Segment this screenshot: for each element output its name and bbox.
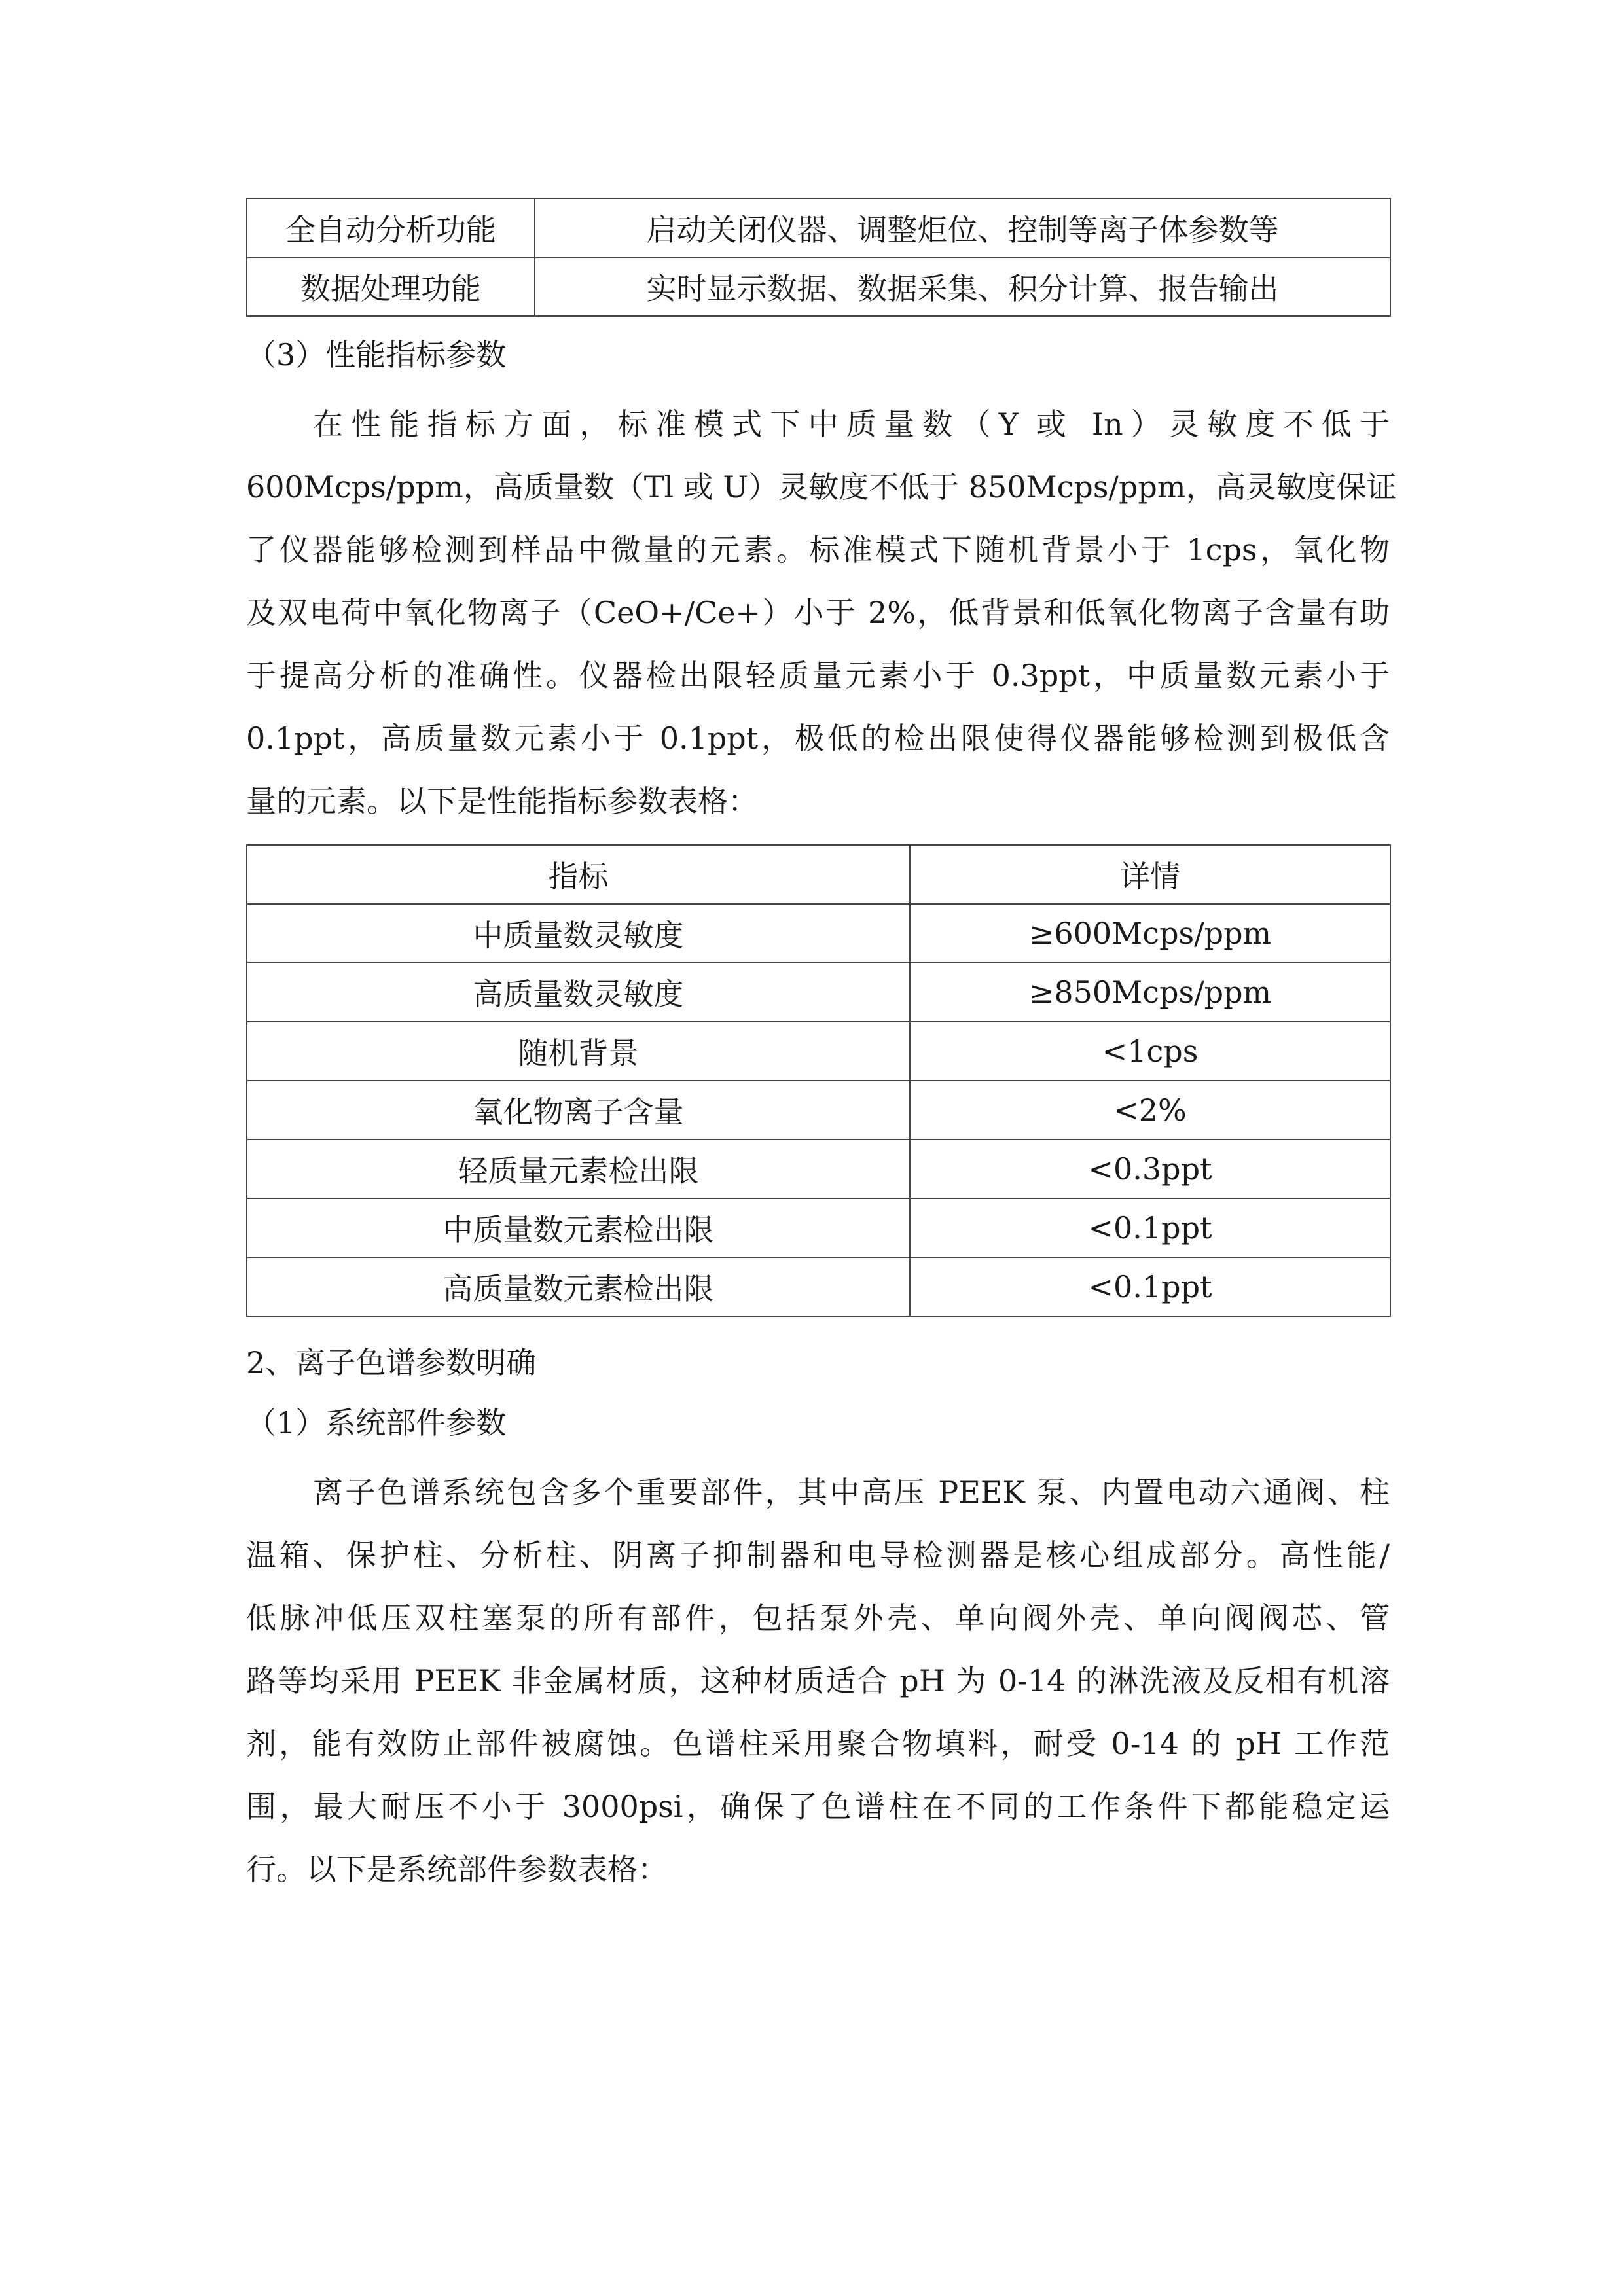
table-cell: 实时显示数据、数据采集、积分计算、报告输出 — [535, 257, 1390, 316]
paragraph-line: 剂，能有效防止部件被腐蚀。色谱柱采用聚合物填料，耐受 0-14 的 pH 工作范 — [246, 1726, 1390, 1761]
section-heading-system-components: （1）系统部件参数 — [246, 1405, 507, 1441]
table-cell: ≥850Mcps/ppm — [910, 963, 1390, 1022]
paragraph-line: 了仪器能够检测到样品中微量的元素。标准模式下随机背景小于 1cps，氧化物 — [246, 532, 1390, 567]
paragraph-line: 离子色谱系统包含多个重要部件，其中高压 PEEK 泵、内置电动六通阀、柱 — [313, 1475, 1390, 1510]
paragraph-line: 行。以下是系统部件参数表格： — [246, 1852, 668, 1887]
paragraph-line: 于提高分析的准确性。仪器检出限轻质量元素小于 0.3ppt，中质量数元素小于 — [246, 658, 1390, 693]
table-row — [247, 1081, 1390, 1139]
table-cell: ≥600Mcps/ppm — [910, 904, 1390, 963]
section-heading-ion-chromatography: 2、离子色谱参数明确 — [246, 1345, 537, 1380]
performance-table — [246, 844, 1391, 1317]
table-header-cell: 详情 — [910, 845, 1390, 904]
paragraph-line: 路等均采用 PEEK 非金属材质，这种材质适合 pH 为 0-14 的淋洗液及反相有机溶 — [246, 1663, 1390, 1698]
table-row — [247, 198, 1390, 257]
table-row — [247, 1022, 1390, 1081]
table-cell: 高质量数元素检出限 — [247, 1257, 910, 1316]
table-row — [247, 904, 1390, 963]
paragraph-line: 0.1ppt，高质量数元素小于 0.1ppt，极低的检出限使得仪器能够检测到极低含 — [246, 721, 1390, 756]
paragraph-line: 低脉冲低压双柱塞泵的所有部件，包括泵外壳、单向阀外壳、单向阀阀芯、管 — [246, 1600, 1390, 1636]
table-cell: 随机背景 — [247, 1022, 910, 1081]
table-cell: 全自动分析功能 — [247, 198, 535, 257]
paragraph-line: 围，最大耐压不小于 3000psi，确保了色谱柱在不同的工作条件下都能稳定运 — [246, 1789, 1390, 1824]
table-row — [247, 1198, 1390, 1257]
table-cell: <0.1ppt — [910, 1257, 1390, 1316]
table-cell: <1cps — [910, 1022, 1390, 1081]
paragraph-line: 及双电荷中氧化物离子（CeO+/Ce+）小于 2%，低背景和低氧化物离子含量有助 — [246, 595, 1390, 630]
section-heading-performance: （3）性能指标参数 — [246, 337, 507, 372]
table-row — [247, 1139, 1390, 1198]
paragraph-line: 600Mcps/ppm，高质量数（Tl 或 U）灵敏度不低于 850Mcps/ppm，高灵敏度保证 — [246, 469, 1397, 505]
table-header-cell: 指标 — [247, 845, 910, 904]
table-cell: <0.1ppt — [910, 1198, 1390, 1257]
table-cell: 高质量数灵敏度 — [247, 963, 910, 1022]
paragraph-line: 温箱、保护柱、分析柱、阴离子抑制器和电导检测器是核心组成部分。高性能/ — [246, 1537, 1390, 1573]
table-cell: <0.3ppt — [910, 1139, 1390, 1198]
table-header-row — [247, 845, 1390, 904]
table-cell: 氧化物离子含量 — [247, 1081, 910, 1139]
table-row — [247, 963, 1390, 1022]
table-cell: 中质量数灵敏度 — [247, 904, 910, 963]
table-row — [247, 257, 1390, 316]
table-cell: <2% — [910, 1081, 1390, 1139]
table-cell: 中质量数元素检出限 — [247, 1198, 910, 1257]
table-cell: 启动关闭仪器、调整炬位、控制等离子体参数等 — [535, 198, 1390, 257]
table-row — [247, 1257, 1390, 1316]
function-table — [246, 198, 1391, 317]
table-cell: 轻质量元素检出限 — [247, 1139, 910, 1198]
paragraph-line: 在性能指标方面，标准模式下中质量数（Y 或 In）灵敏度不低于 — [313, 406, 1390, 442]
paragraph-line: 量的元素。以下是性能指标参数表格： — [246, 783, 758, 819]
table-cell: 数据处理功能 — [247, 257, 535, 316]
